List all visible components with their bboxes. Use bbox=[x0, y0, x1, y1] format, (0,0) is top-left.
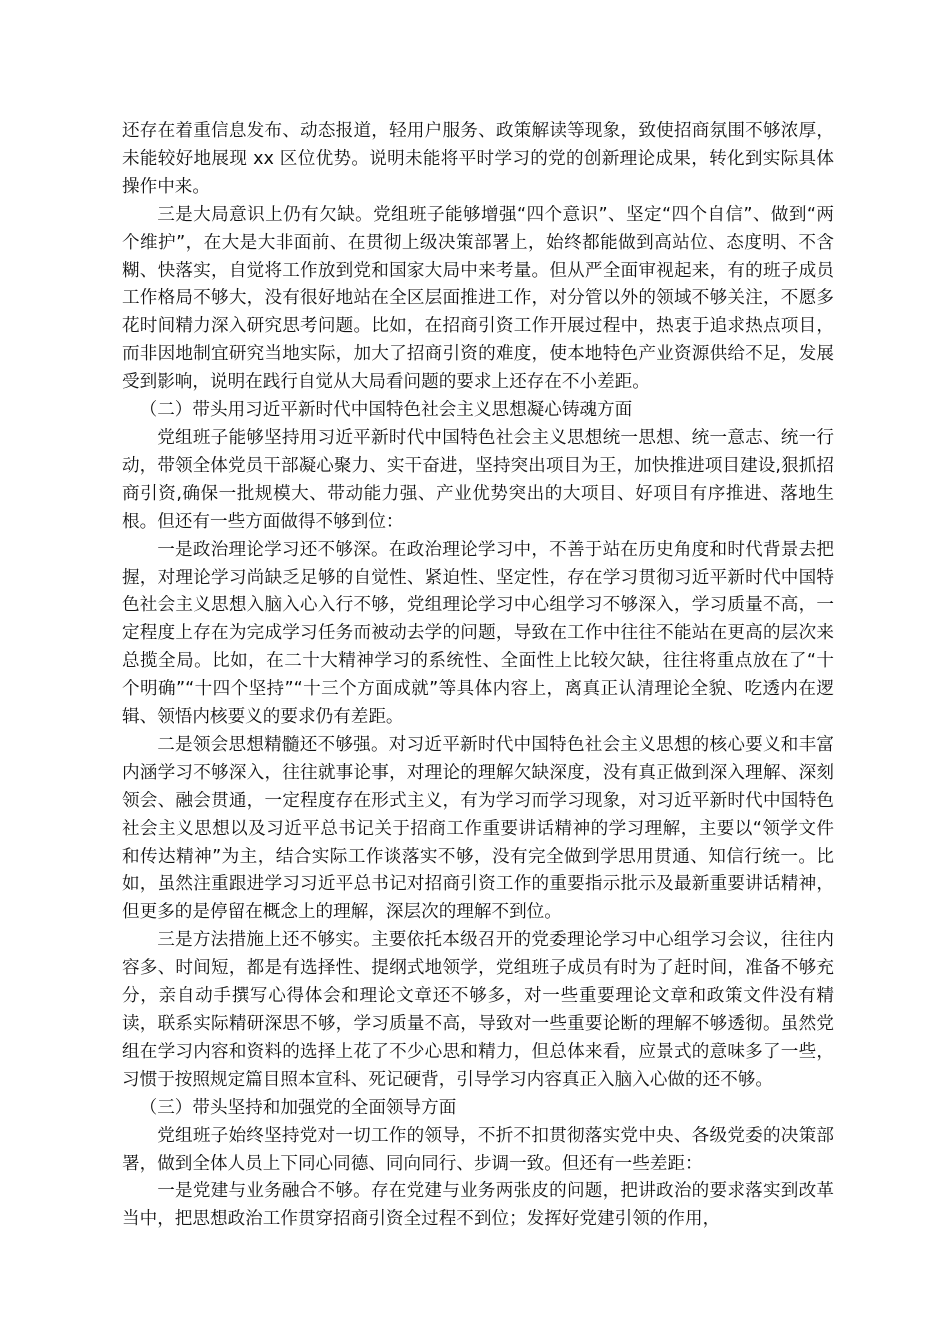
paragraph-overall-awareness: 三是大局意识上仍有欠缺。党组班子能够增强“四个意识”、坚定“四个自信”、做到“两个维护”，在大是大非面前、在贯彻上级决策部署上，始终都能做到高站位、态度明、不含糊、快落实，自觉将工作放到党和国家大局中来考量。但从严全面审视起来，有的班子成员工作格局不够大，没有很好地站在全区层面推进工作，对分管以外的领域不够关注，不愿多花时间精力深入研究思考问题。比如，在招商引资工作开展过程中，热衷于追求热点项目，而非因地制宜研究当地实际，加大了招商引资的难度，使本地特色产业资源供给不足，发展受到影响，说明在践行自觉从大局看问题的要求上还存在不小差距。 bbox=[122, 204, 834, 393]
paragraph-section-2-intro: 党组班子能够坚持用习近平新时代中国特色社会主义思想统一思想、统一意志、统一行动，带领全体党员干部凝心聚力、实干奋进，坚持突出项目为王，加快推进项目建设,狠抓招商引资,确保一批规模大、带动能力强、产业优势突出的大项目、好项目有序推进、落地生根。但还有一些方面做得不够到位： bbox=[122, 427, 834, 532]
section-heading-2: （二）带头用习近平新时代中国特色社会主义思想凝心铸魂方面 bbox=[139, 400, 633, 421]
paragraph-methods-measures: 三是方法措施上还不够实。主要依托本级召开的党委理论学习中心组学习会议，往往内容多、时间短，都是有选择性、提纲式地领学，党组班子成员有时为了赶时间，准备不够充分，亲自动手撰写心得体会和理论文章还不够多，对一些重要理论文章和政策文件没有精读，联系实际精研深思不够，学习质量不高，导致对一些重要论断的理解不够透彻。虽然党组在学习内容和资料的选择上花了不少心思和精力，但总体来看，应景式的意味多了一些，习惯于按照规定篇目照本宣科、死记硬背，引导学习内容真正入脑入心做的还不够。 bbox=[122, 930, 834, 1090]
paragraph-theory-study: 一是政治理论学习还不够深。在政治理论学习中，不善于站在历史角度和时代背景去把握，对理论学习尚缺乏足够的自觉性、紧迫性、坚定性，存在学习贯彻习近平新时代中国特色社会主义思想入脑入心入行不够，党组理论学习中心组学习不够深入，学习质量不高，一定程度上存在为完成学习任务而被动去学的问题，导致在工作中往往不能站在更高的层次来总揽全局。比如，在二十大精神学习的系统性、全面性上比较欠缺，往往将重点放在了“十个明确”“十四个坚持”“十三个方面成就”等具体内容上，离真正认清理论全貌、吃透内在逻辑、领悟内核要义的要求仍有差距。 bbox=[122, 539, 834, 728]
section-heading-3: （三）带头坚持和加强党的全面领导方面 bbox=[139, 1097, 457, 1118]
paragraph-grasp-essence: 二是领会思想精髓还不够强。对习近平新时代中国特色社会主义思想的核心要义和丰富内涵学习不够深入，往往就事论事，对理论的理解欠缺深度，没有真正做到深入理解、深刻领会、融会贯通，一定程度存在形式主义，有为学习而学习现象，对习近平新时代中国特色社会主义思想以及习近平总书记关于招商工作重要讲话精神的学习理解，主要以“领学文件和传达精神”为主，结合实际工作谈落实不够，没有完全做到学思用贯通、知信行统一。比如，虽然注重跟进学习习近平总书记对招商引资工作的重要指示批示及最新重要讲话精神，但更多的是停留在概念上的理解，深层次的理解不到位。 bbox=[122, 734, 834, 923]
document-page bbox=[122, 118, 834, 1234]
paragraph-party-business-integration: 一是党建与业务融合不够。存在党建与业务两张皮的问题，把讲政治的要求落实到改革当中，把思想政治工作贯穿招商引资全过程不到位；发挥好党建引领的作用， bbox=[122, 1181, 834, 1230]
paragraph-continuation: 还存在着重信息发布、动态报道，轻用户服务、政策解读等现象，致使招商氛围不够浓厚，未能较好地展现 xx 区位优势。说明未能将平时学习的党的创新理论成果，转化到实际具体操作中来。 bbox=[122, 121, 834, 197]
paragraph-section-3-intro: 党组班子始终坚持党对一切工作的领导，不折不扣贯彻落实党中央、各级党委的决策部署，做到全体人员上下同心同德、同向同行、步调一致。但还有一些差距： bbox=[122, 1125, 834, 1174]
